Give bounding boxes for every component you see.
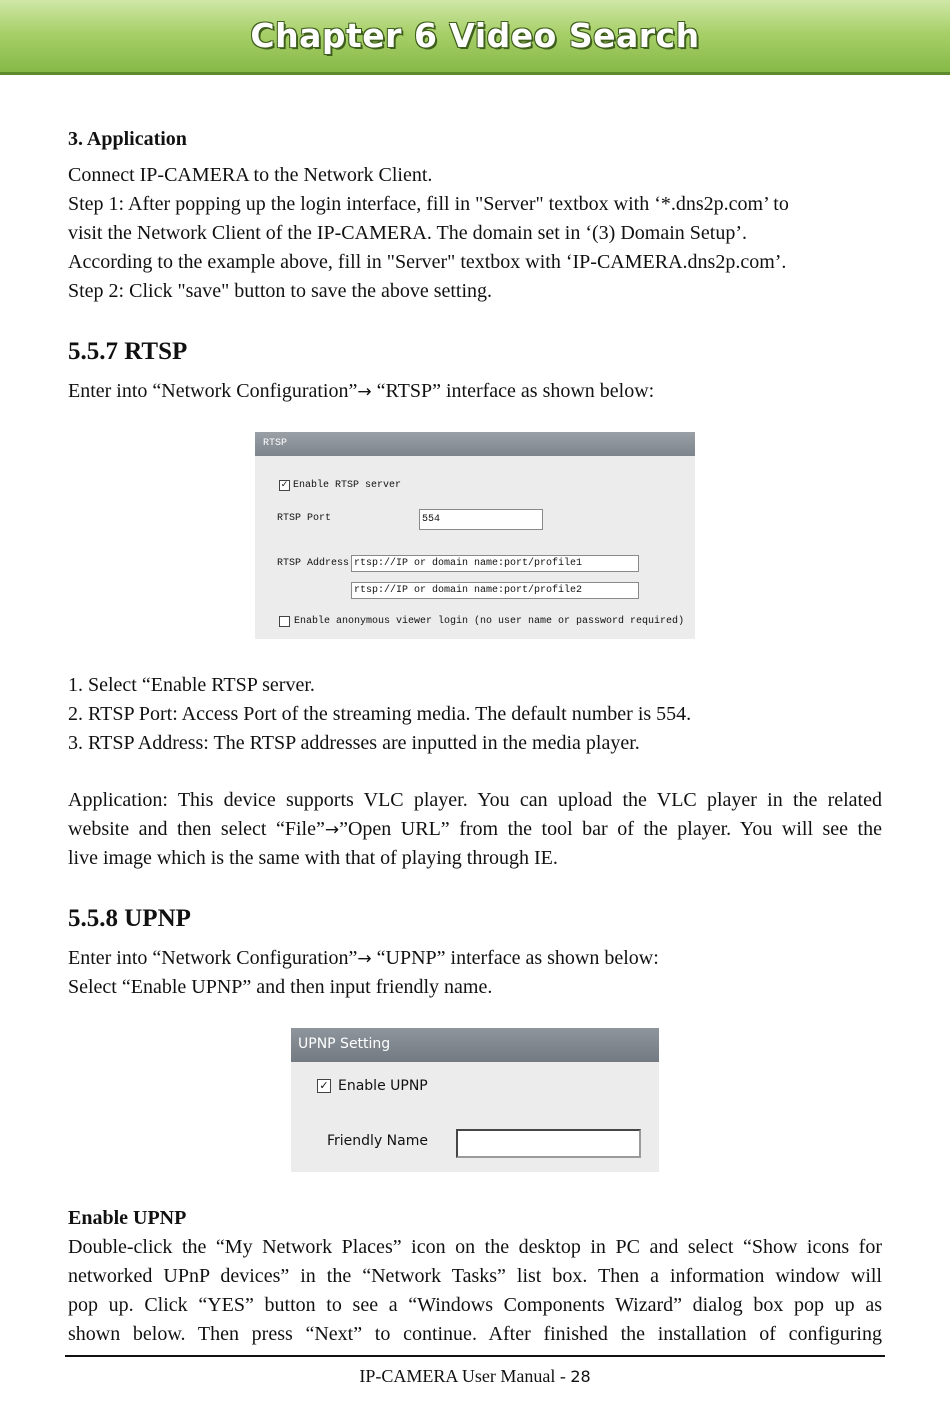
upnp-intro-text-end: “UPNP” interface as shown below:: [371, 947, 659, 969]
friendly-name-input[interactable]: [456, 1129, 641, 1158]
rtsp-app-text: website and then select “File”: [68, 818, 325, 840]
enable-rtsp-label: Enable RTSP server: [293, 480, 402, 491]
rtsp-port-input[interactable]: 554: [419, 509, 543, 530]
upnp-intro-line-2: Select “Enable UPNP” and then input friendly name.: [68, 976, 493, 998]
application-line-3: visit the Network Client of the IP-CAMERA. The domain set in ‘(3) Domain Setup’.: [68, 222, 747, 244]
rtsp-address-2-field[interactable]: rtsp://IP or domain name:port/profile2: [351, 582, 639, 599]
enable-rtsp-checkbox[interactable]: ✓: [280, 480, 289, 490]
anonymous-login-label: Enable anonymous viewer login (no user name or password required): [294, 616, 685, 627]
anonymous-login-checkbox[interactable]: [279, 616, 290, 627]
upnp-intro-text: Enter into “Network Configuration”: [68, 947, 358, 969]
upnp-body-line-4: shown below. Then press “Next” to continue. After finished the installation of configuring: [68, 1323, 882, 1345]
rtsp-intro-text-end: “RTSP” interface as shown below:: [371, 380, 655, 402]
friendly-name-label: Friendly Name: [327, 1133, 428, 1149]
upnp-panel-title: UPNP Setting: [298, 1036, 391, 1052]
rtsp-app-text-end: ”Open URL” from the tool bar of the player. You will see the: [339, 818, 882, 840]
rtsp-intro: [68, 377, 882, 407]
rtsp-application-line-3: live image which is the same with that of playing through IE.: [68, 847, 558, 869]
arrow-right-icon: →: [324, 820, 340, 840]
arrow-right-icon: →: [357, 949, 372, 969]
upnp-body-line-1: Double-click the “My Network Places” icon on the desktop in PC and select “Show icons for: [68, 1236, 882, 1258]
upnp-heading: 5.5.8 UPNP: [68, 905, 191, 932]
upnp-intro: [68, 944, 882, 974]
upnp-body-line-3: pop up. Click “YES” button to see a “Windows Components Wizard” dialog box pop up as: [68, 1294, 882, 1316]
rtsp-settings-panel: [255, 432, 695, 639]
footer-label: IP-CAMERA User Manual -: [359, 1366, 571, 1386]
rtsp-application-line-1: Application: This device supports VLC player. You can upload the VLC player in the related: [68, 789, 882, 811]
application-heading: 3. Application: [68, 128, 187, 150]
upnp-panel-header: [291, 1028, 659, 1062]
chapter-title: Chapter 6 Video Search: [250, 16, 700, 55]
rtsp-list-item-1: 1. Select “Enable RTSP server.: [68, 674, 315, 696]
rtsp-address-1-field[interactable]: rtsp://IP or domain name:port/profile1: [351, 555, 639, 572]
enable-upnp-label: Enable UPNP: [338, 1078, 428, 1094]
rtsp-list-item-3: 3. RTSP Address: The RTSP addresses are inputted in the media player.: [68, 732, 640, 754]
application-line-4: According to the example above, fill in "Server" textbox with ‘IP-CAMERA.dns2p.com’.: [68, 251, 787, 273]
upnp-settings-panel: [291, 1028, 659, 1172]
rtsp-panel-header: [255, 432, 695, 456]
rtsp-heading: 5.5.7 RTSP: [68, 338, 188, 365]
rtsp-intro-text: Enter into “Network Configuration”: [68, 380, 358, 402]
page-number: 28: [570, 1367, 591, 1386]
rtsp-address-label: RTSP Address: [277, 558, 350, 569]
application-line-1: Connect IP-CAMERA to the Network Client.: [68, 164, 433, 186]
application-line-5: Step 2: Click "save" button to save the above setting.: [68, 280, 493, 302]
rtsp-application-line-2: [68, 815, 882, 845]
rtsp-port-label: RTSP Port: [277, 513, 332, 524]
application-line-2: Step 1: After popping up the login interface, fill in "Server" textbox with ‘*.dns2p.com’ to: [68, 193, 789, 215]
arrow-right-icon: →: [357, 382, 372, 402]
footer-divider: [65, 1355, 885, 1357]
chapter-banner: [0, 0, 950, 75]
enable-upnp-heading: Enable UPNP: [68, 1207, 187, 1229]
page-footer: [0, 1366, 950, 1387]
rtsp-list-item-2: 2. RTSP Port: Access Port of the streaming media. The default number is 554.: [68, 703, 692, 725]
upnp-body-line-2: networked UPnP devices” in the “Network Tasks” list box. Then a information window will: [68, 1265, 882, 1287]
rtsp-panel-title: RTSP: [263, 438, 288, 449]
enable-upnp-checkbox[interactable]: ✓: [317, 1079, 331, 1093]
